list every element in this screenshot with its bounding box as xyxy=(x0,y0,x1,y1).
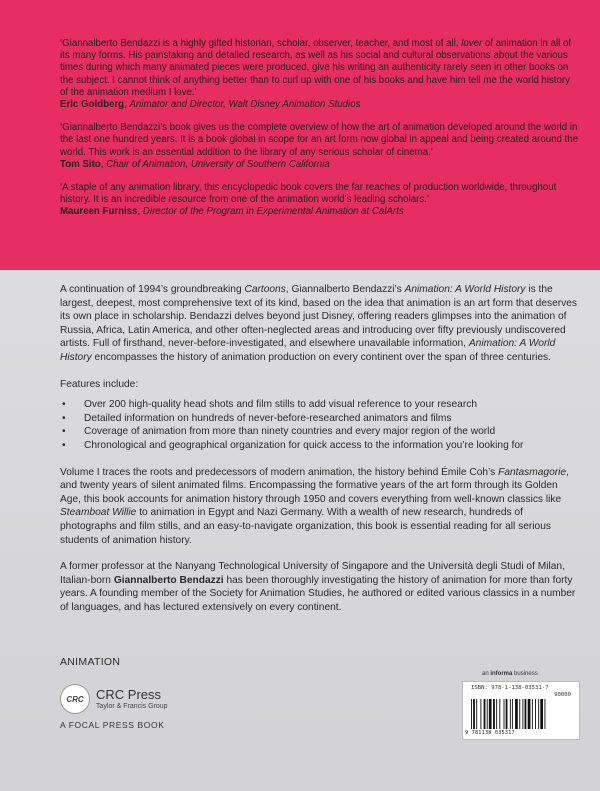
quote-author-name: Tom Sito xyxy=(60,158,101,170)
quote-furniss xyxy=(60,182,580,219)
author-name: Giannalberto Bendazzi xyxy=(113,574,224,586)
isbn-text: ISBN: 978-1-138-03531-7 xyxy=(471,685,549,691)
text-run: has been thoroughly investigating the history of animation for more than forty years. A founding member of the Society for Animation Studies, he authored or edited various classics in a number of languages, and has lectured extensively on every continent. xyxy=(60,574,576,613)
quote-author-name: Eric Goldberg xyxy=(60,99,125,111)
features-label: Features include: xyxy=(60,378,139,390)
subject-category: ANIMATION xyxy=(60,656,121,668)
text-run: Volume I traces the roots and predecessors of modern animation, the history behind Émile Coh’s xyxy=(60,466,499,478)
informa-brand: informa xyxy=(490,671,513,677)
quote-text-em: lover xyxy=(461,38,483,49)
text-run: , Giannalberto Bendazzi’s xyxy=(285,284,405,295)
text-run: an xyxy=(482,671,491,677)
endorsement-quotes xyxy=(60,38,580,230)
quote-text xyxy=(60,38,580,99)
price-code: 90000 xyxy=(554,692,571,698)
quote-text: ‘A staple of any animation library, this encyclopedic book covers the far reaches of production worldwide, throughout history. It is an incredible resource from one of the animation world’s leading scholars.’ xyxy=(60,182,557,206)
film-title: Fantasmagorie xyxy=(498,466,567,478)
text-run: encompasses the history of animation production on every continent over the span of three centuries. xyxy=(91,351,551,363)
author-paragraph xyxy=(60,560,578,614)
book-title: Animation: A World History xyxy=(60,338,556,363)
text-run: business xyxy=(512,671,538,677)
crc-logo-text: CRC xyxy=(66,694,84,704)
publisher-name: CRC Press xyxy=(96,687,162,702)
quote-attribution: Eric Goldberg, Animator and Director, Walt Disney Animation Studios xyxy=(60,99,361,111)
quote-author-role: Director of the Program in Experimental Animation at CalArts xyxy=(142,206,404,218)
feature-item: • Chronological and geographical organization for quick access to the information you’re looking for xyxy=(80,439,578,453)
quote-author-role: Animator and Director, Walt Disney Animation Studios xyxy=(129,99,361,111)
isbn-barcode xyxy=(462,681,580,740)
text-run: is the largest, deepest, most comprehensive text of its kind, based on the idea that animation is an art form that deserves its own place in scholarship. Bendazzi delves beyond just Disney, offering readers glimpses into the animation of Russia, Africa, Latin America, and other often-neglected areas and introducing over fifty previously undiscovered artists. Full of firsthand, never-before-investigated, and elsewhere unavailable information, xyxy=(60,284,578,350)
feature-item: • Coverage of animation from more than ninety countries and every major region of the world xyxy=(80,425,578,439)
feature-item: • Detailed information on hundreds of never-before-researched animators and films xyxy=(80,412,578,426)
barcode-digits: 9 781138 035317 xyxy=(465,730,515,736)
quote-text-rest: of animation in all of its many forms. His painstaking and detailed research, as well as his social and cultural observations about the various times during which many animated pieces were produced, give his writing an authenticity rarely seen in other books on the subject. I cannot think of anything better than to curl up with one of his books and have him tell me the world history of the animation medium I love.’ xyxy=(60,38,572,98)
intro-paragraph xyxy=(60,283,578,365)
quote-attribution: Maureen Furniss, Director of the Program in Experimental Animation at CalArts xyxy=(60,206,404,218)
imprint-label: A FOCAL PRESS BOOK xyxy=(60,720,165,730)
book-title-cartoons: Cartoons xyxy=(244,284,286,295)
film-title: Steamboat Willie xyxy=(60,507,137,519)
informa-tagline xyxy=(482,671,538,677)
quote-text-lead: ‘Giannalberto Bendazzi is a highly gifted historian, scholar, observer, teacher, and most of all, xyxy=(60,38,462,49)
text-run: to animation in Egypt and Nazi Germany. With a wealth of new research, hundreds of photographs and film stills, and an easy-to-navigate organization, this book is essential reading for all serious students of animation history. xyxy=(60,507,551,546)
crc-logo-icon xyxy=(60,684,90,714)
publisher-group: Taylor & Francis Group xyxy=(96,703,168,710)
feature-item: • Over 200 high-quality head shots and film stills to add visual reference to your research xyxy=(80,398,578,412)
quote-text: ‘Giannalberto Bendazzi’s book gives us the complete overview of how the art of animation developed around the world in the last one hundred years. It is a book global in scope for an art form now global in appeal and being created around the world. This work is an essential addition to the library of any serious scholar of cinema.’ xyxy=(60,122,579,158)
quote-attribution: Tom Sito, Chair of Animation, University of Southern California xyxy=(60,158,330,170)
features-list xyxy=(60,398,578,452)
quote-author-role: Chair of Animation, University of Southern California xyxy=(106,158,330,170)
text-run: A former professor at the Nanyang Technological University of Singapore and the Università degli Studi of Milan, Italian-born xyxy=(60,561,565,586)
text-run: , and twenty years of silent animated films. Encompassing the formative years of the art form through its Golden Age, this book accounts for animation history through 1950 and covers everything from well-known classics like xyxy=(60,466,569,505)
text-run: A continuation of 1994’s groundbreaking xyxy=(60,284,245,295)
publisher-logo xyxy=(60,684,260,734)
barcode-bars-icon xyxy=(471,699,571,729)
quote-goldberg xyxy=(60,38,580,111)
quote-sito xyxy=(60,122,580,171)
volume-paragraph xyxy=(60,466,578,548)
book-title: Animation: A World History xyxy=(404,284,526,295)
book-description xyxy=(60,283,578,627)
quote-author-name: Maureen Furniss xyxy=(60,206,138,218)
